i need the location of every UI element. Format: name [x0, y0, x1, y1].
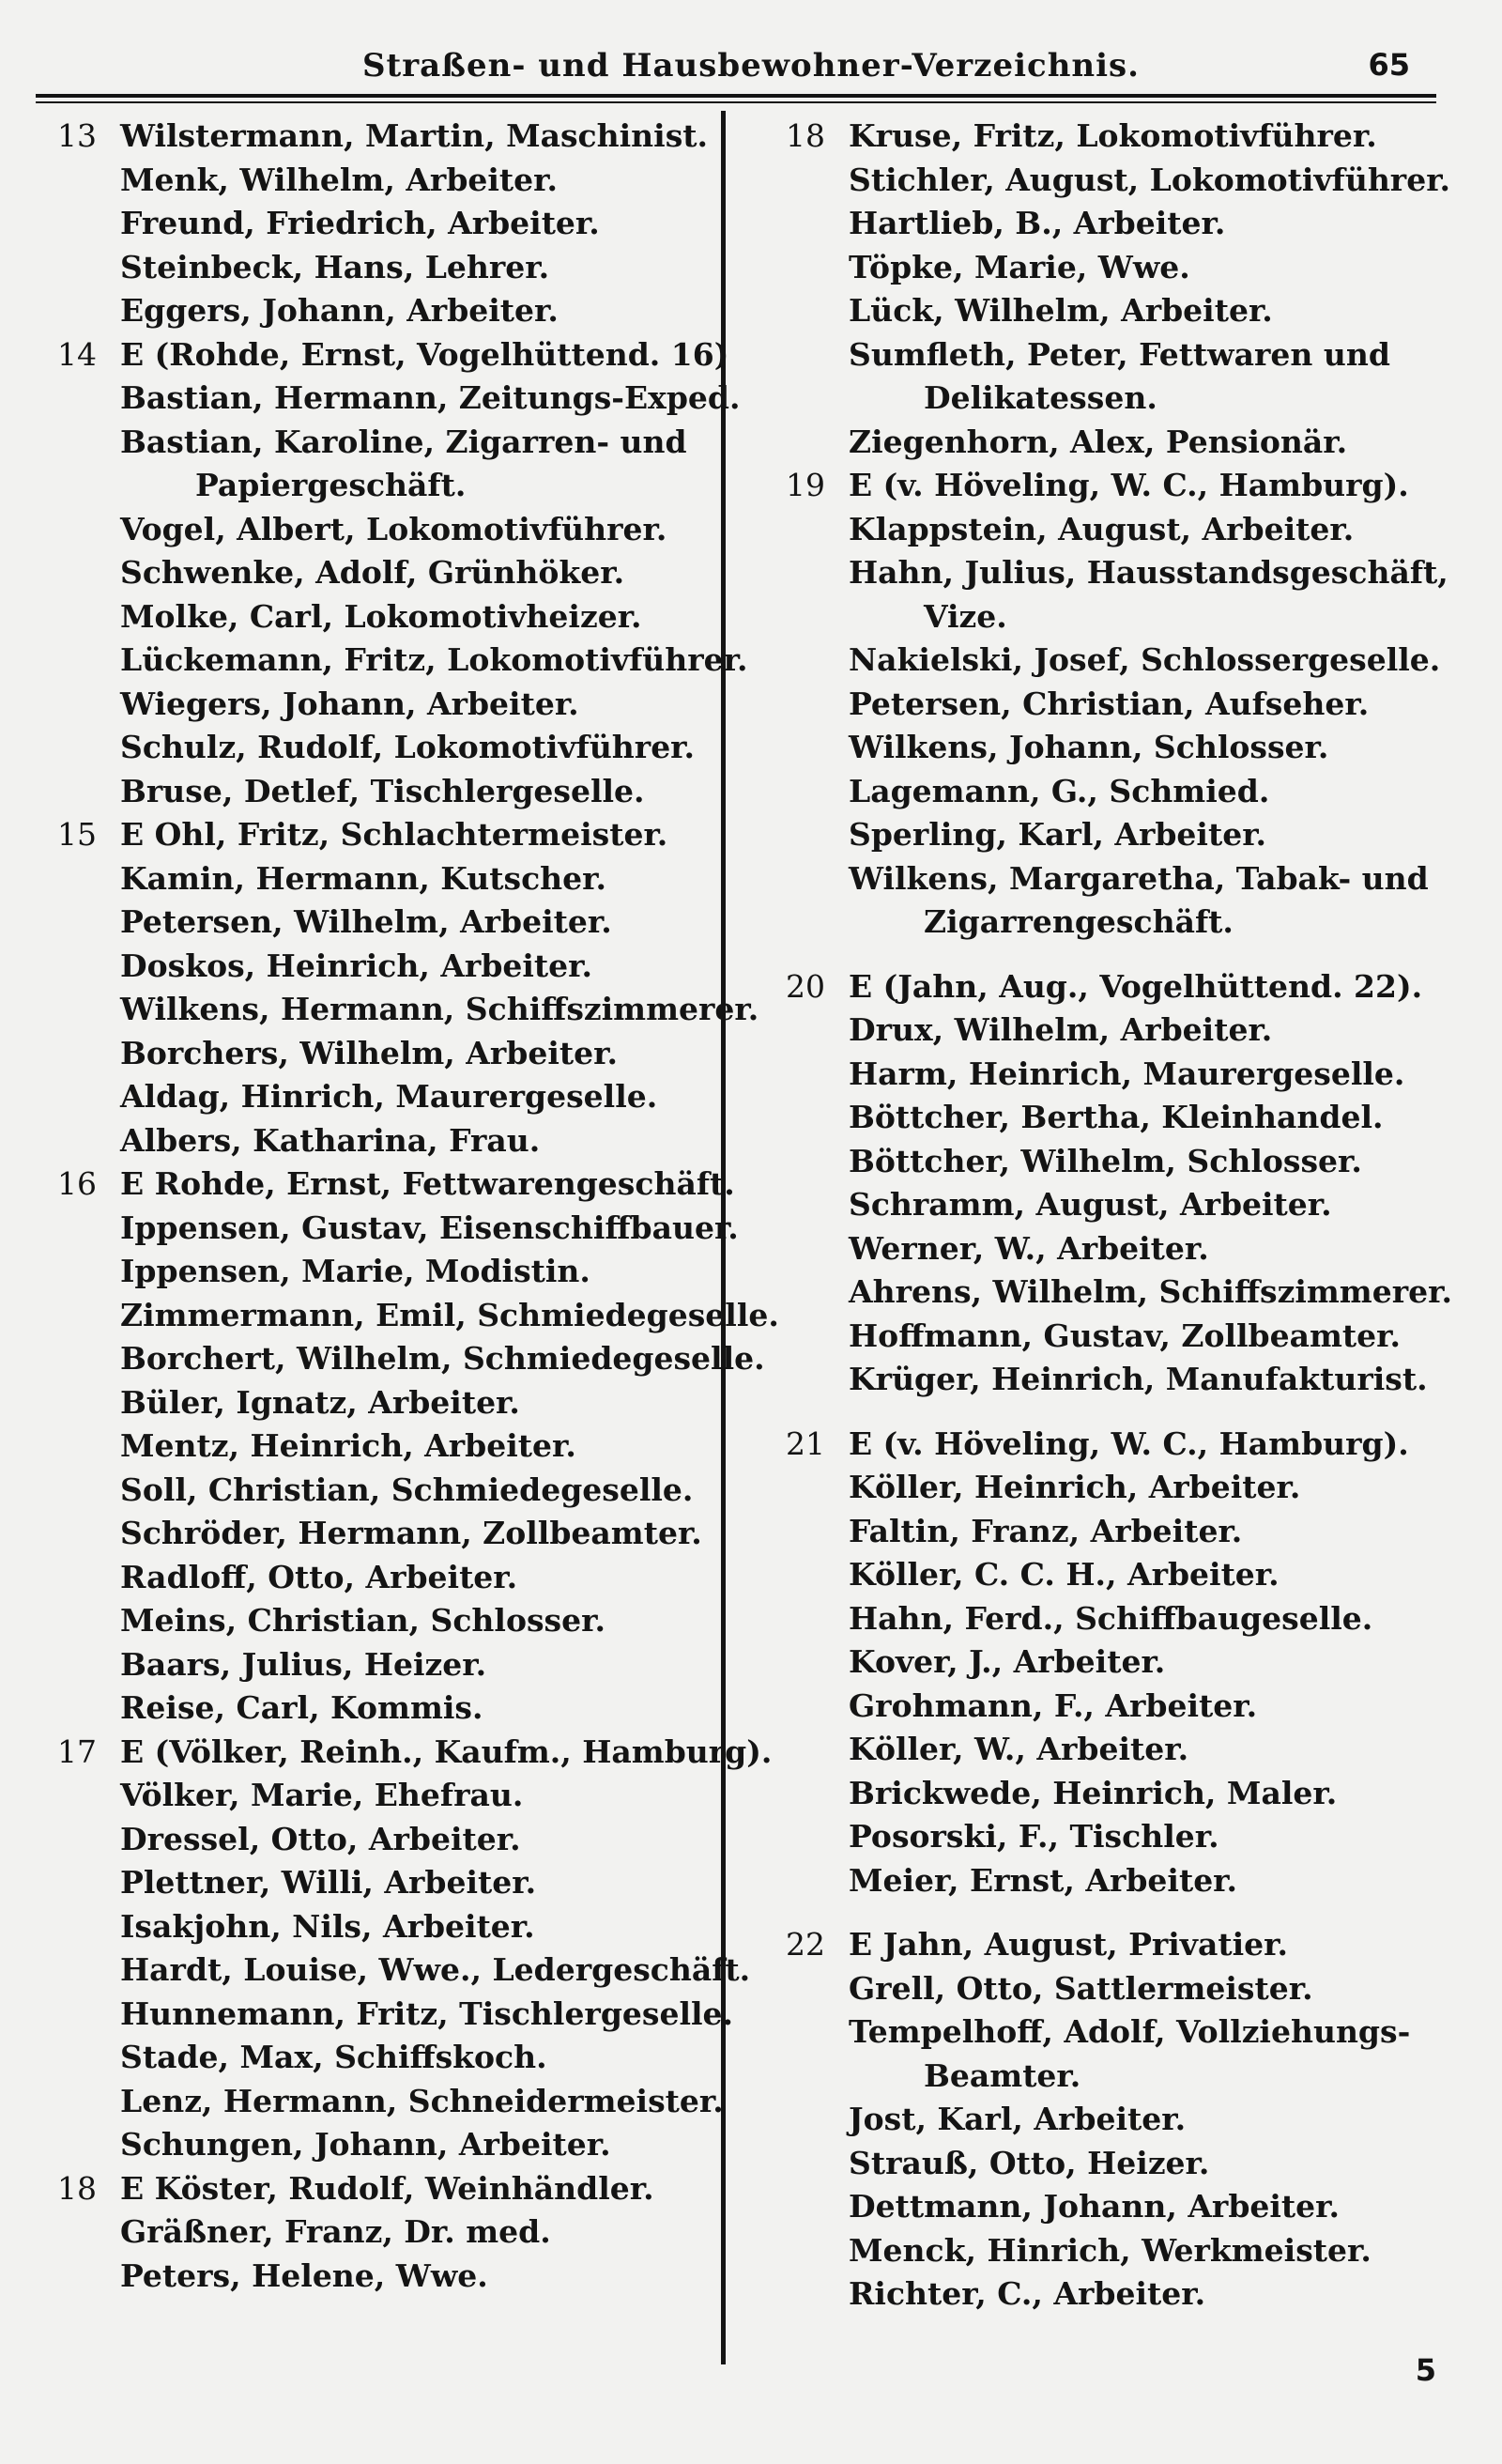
- directory-entry: [47, 1993, 734, 2037]
- directory-entry: [775, 1859, 1451, 1903]
- directory-entry: [47, 1686, 713, 1731]
- resident-text: Krüger, Heinrich, Manufakturist.: [849, 1361, 1428, 1397]
- directory-entry: [47, 508, 713, 552]
- directory-entry: [47, 1032, 713, 1076]
- resident-text: Freund, Friedrich, Arbeiter.: [120, 205, 600, 241]
- resident-text: Wilkens, Hermann, Schiffszimmerer.: [120, 991, 759, 1027]
- directory-entry: [47, 1599, 713, 1643]
- resident-text: Klappstein, August, Arbeiter.: [849, 510, 1355, 547]
- directory-entry: [775, 1183, 1451, 1227]
- resident-text: Lagemann, G., Schmied.: [849, 772, 1270, 809]
- resident-text: Papiergeschäft.: [195, 467, 467, 503]
- directory-entry: [775, 1553, 1451, 1597]
- directory-entry: [775, 1270, 1451, 1315]
- resident-text: Hahn, Julius, Hausstandsgeschäft,: [849, 554, 1448, 591]
- directory-entry: [775, 595, 1451, 639]
- directory-entry: [775, 551, 1451, 595]
- directory-entry: [775, 159, 1451, 203]
- house-number: 18: [786, 117, 825, 154]
- resident-text: Wilkens, Johann, Schlosser.: [849, 729, 1329, 765]
- resident-text: Plettner, Willi, Arbeiter.: [120, 1864, 537, 1901]
- resident-text: Baars, Julius, Heizer.: [120, 1645, 487, 1683]
- directory-entry: [775, 2229, 1451, 2273]
- resident-text: Radloff, Otto, Arbeiter.: [120, 1558, 518, 1595]
- directory-entry: [47, 1469, 713, 1513]
- directory-entry: [775, 770, 1451, 814]
- directory-entry: [47, 1818, 713, 1862]
- resident-text: Delikatessen.: [924, 379, 1157, 416]
- resident-text: Köller, W., Arbeiter.: [849, 1731, 1189, 1767]
- house-number: 16: [57, 1165, 97, 1202]
- directory-entry: [775, 1597, 1451, 1641]
- directory-entry: [47, 377, 741, 421]
- house-number: 15: [57, 816, 97, 853]
- resident-text: Tempelhoff, Adolf, Vollziehungs-: [849, 2013, 1411, 2050]
- resident-text: Kover, J., Arbeiter.: [849, 1643, 1166, 1680]
- resident-text: Ziegenhorn, Alex, Pensionär.: [849, 423, 1348, 460]
- left-column: [47, 115, 779, 2298]
- directory-entry: [775, 857, 1451, 901]
- directory-entry: [775, 639, 1451, 683]
- right-column: [775, 115, 1451, 2317]
- directory-entry: [775, 726, 1451, 770]
- resident-text: Posorski, F., Tischler.: [849, 1818, 1219, 1855]
- resident-text: Mentz, Heinrich, Arbeiter.: [120, 1427, 576, 1464]
- resident-text: Lück, Wilhelm, Arbeiter.: [849, 292, 1273, 329]
- resident-text: Meins, Christian, Schlosser.: [120, 1602, 605, 1639]
- resident-text: Ippensen, Gustav, Eisenschiffbauer.: [120, 1209, 739, 1246]
- resident-text: Nakielski, Josef, Schlossergeselle.: [849, 641, 1441, 678]
- directory-entry: [775, 1315, 1451, 1359]
- resident-text: E Jahn, August, Privatier.: [849, 1926, 1288, 1963]
- signature-mark: 5: [1415, 2352, 1436, 2388]
- house-number: 20: [786, 967, 825, 1005]
- resident-text: Werner, W., Arbeiter.: [849, 1229, 1209, 1267]
- resident-text: Bastian, Hermann, Zeitungs-Exped.: [120, 379, 741, 416]
- directory-entry: [47, 159, 713, 203]
- directory-entry: [47, 1556, 713, 1600]
- directory-entry: [47, 2036, 713, 2080]
- resident-text: Vogel, Albert, Lokomotivführer.: [120, 510, 667, 547]
- resident-text: Aldag, Hinrich, Maurergeselle.: [120, 1078, 658, 1115]
- resident-text: E (Jahn, Aug., Vogelhüttend. 22).: [849, 967, 1423, 1005]
- resident-text: Gräßner, Franz, Dr. med.: [120, 2213, 551, 2250]
- house-number: 19: [786, 467, 825, 503]
- resident-text: Bastian, Karoline, Zigarren- und: [120, 423, 687, 460]
- resident-text: E (Rohde, Ernst, Vogelhüttend. 16): [120, 335, 729, 373]
- resident-text: Lückemann, Fritz, Lokomotivführer.: [120, 641, 748, 678]
- resident-text: Steinbeck, Hans, Lehrer.: [120, 248, 550, 285]
- house-number: 22: [786, 1926, 825, 1963]
- directory-entry: [47, 115, 713, 159]
- page-number: 65: [1368, 47, 1410, 83]
- resident-text: Strauß, Otto, Heizer.: [849, 2144, 1210, 2181]
- directory-entry: [775, 2142, 1451, 2186]
- directory-entry: [775, 333, 1451, 377]
- directory-entry: [775, 1053, 1451, 1097]
- directory-entry: [775, 2272, 1451, 2317]
- directory-entry: [775, 421, 1451, 465]
- resident-text: Grell, Otto, Sattlermeister.: [849, 1969, 1313, 2007]
- directory-entry: [47, 988, 759, 1032]
- directory-entry: [775, 1009, 1451, 1053]
- resident-text: Borchers, Wilhelm, Arbeiter.: [120, 1034, 618, 1071]
- resident-text: Menck, Hinrich, Werkmeister.: [849, 2231, 1372, 2269]
- directory-entry: [47, 2167, 713, 2211]
- resident-text: Dressel, Otto, Arbeiter.: [120, 1820, 521, 1857]
- directory-entry: [47, 857, 713, 901]
- directory-entry: [47, 1163, 735, 1207]
- resident-text: Ahrens, Wilhelm, Schiffszimmerer.: [849, 1273, 1452, 1310]
- directory-entry: [47, 901, 713, 945]
- directory-entry: [775, 901, 1451, 945]
- directory-entry: [47, 1905, 713, 1949]
- resident-text: Böttcher, Bertha, Kleinhandel.: [849, 1099, 1384, 1135]
- resident-text: Harm, Heinrich, Maurergeselle.: [849, 1055, 1405, 1092]
- resident-text: Isakjohn, Nils, Arbeiter.: [120, 1907, 535, 1945]
- resident-text: E Köster, Rudolf, Weinhändler.: [120, 2169, 654, 2207]
- directory-entry: [775, 1967, 1451, 2011]
- directory-entry: [775, 813, 1451, 857]
- resident-text: E (v. Höveling, W. C., Hamburg).: [849, 467, 1409, 503]
- resident-text: Molke, Carl, Lokomotivheizer.: [120, 597, 642, 635]
- directory-entry: [47, 639, 748, 683]
- resident-text: Lenz, Hermann, Schneidermeister.: [120, 2082, 724, 2119]
- directory-entry: [47, 246, 713, 290]
- resident-text: E Rohde, Ernst, Fettwarengeschäft.: [120, 1165, 735, 1202]
- resident-text: Hunnemann, Fritz, Tischlergeselle.: [120, 1994, 734, 2032]
- directory-entry: [775, 1772, 1451, 1816]
- resident-text: Ippensen, Marie, Modistin.: [120, 1253, 590, 1289]
- resident-text: Richter, C., Arbeiter.: [849, 2275, 1206, 2312]
- directory-entry: [47, 333, 729, 377]
- resident-text: Peters, Helene, Wwe.: [120, 2256, 488, 2294]
- directory-entry: [775, 508, 1451, 552]
- resident-text: Schröder, Hermann, Zollbeamter.: [120, 1515, 702, 1551]
- resident-text: Schungen, Johann, Arbeiter.: [120, 2126, 611, 2163]
- directory-entry: [775, 115, 1451, 159]
- directory-entry: [47, 1948, 751, 1993]
- directory-entry: [775, 289, 1451, 333]
- resident-text: Jost, Karl, Arbeiter.: [849, 2101, 1187, 2137]
- directory-entry: [775, 1685, 1451, 1729]
- directory-entry: [775, 2010, 1451, 2055]
- directory-entry: [47, 2080, 724, 2124]
- directory-entry: [47, 1294, 779, 1338]
- directory-entry: [47, 1075, 713, 1119]
- resident-text: Drux, Wilhelm, Arbeiter.: [849, 1011, 1273, 1048]
- resident-text: Menk, Wilhelm, Arbeiter.: [120, 161, 559, 198]
- resident-text: Doskos, Heinrich, Arbeiter.: [120, 947, 593, 984]
- house-number: 13: [57, 117, 97, 154]
- resident-text: Köller, C. C. H., Arbeiter.: [849, 1556, 1280, 1593]
- directory-entry: [775, 683, 1451, 727]
- section-gap: [775, 1902, 1451, 1923]
- directory-entry: [775, 1140, 1451, 1184]
- resident-text: Wiegers, Johann, Arbeiter.: [120, 685, 579, 722]
- resident-text: E Ohl, Fritz, Schlachtermeister.: [120, 816, 668, 853]
- directory-entry: [775, 246, 1451, 290]
- directory-entry: [47, 1381, 713, 1425]
- resident-text: Eggers, Johann, Arbeiter.: [120, 292, 559, 329]
- directory-entry: [47, 1337, 765, 1381]
- directory-entry: [775, 2185, 1451, 2229]
- section-gap: [775, 945, 1451, 965]
- resident-text: E (v. Höveling, W. C., Hamburg).: [849, 1424, 1409, 1462]
- directory-entry: [775, 1096, 1451, 1140]
- resident-text: Zigarrengeschäft.: [924, 903, 1234, 940]
- house-number: 14: [57, 335, 97, 373]
- directory-entry: [47, 2255, 713, 2299]
- house-number: 18: [57, 2169, 97, 2207]
- running-head: [0, 47, 1502, 94]
- directory-entry: [47, 1424, 713, 1469]
- directory-entry: [47, 1731, 773, 1775]
- resident-text: Schulz, Rudolf, Lokomotivführer.: [120, 729, 696, 765]
- resident-text: Zimmermann, Emil, Schmiedegeselle.: [120, 1296, 779, 1333]
- directory-entry: [47, 2210, 713, 2255]
- header-rule-thick: [36, 94, 1436, 98]
- resident-text: Sumfleth, Peter, Fettwaren und: [849, 335, 1390, 373]
- resident-text: Petersen, Wilhelm, Arbeiter.: [120, 903, 612, 940]
- resident-text: Beamter.: [924, 2056, 1081, 2094]
- directory-entry: [775, 2055, 1451, 2099]
- page-title: Straßen- und Hausbewohner-Verzeichnis.: [361, 47, 1141, 85]
- resident-text: Borchert, Wilhelm, Schmiedegeselle.: [120, 1340, 765, 1377]
- directory-entry: [775, 377, 1451, 421]
- resident-text: Hardt, Louise, Wwe., Ledergeschäft.: [120, 1951, 751, 1988]
- house-number: 17: [57, 1732, 97, 1770]
- directory-entry: [775, 1923, 1451, 1967]
- directory-entry: [47, 1512, 713, 1556]
- directory-entry: [47, 1119, 713, 1163]
- directory-entry: [775, 1358, 1451, 1402]
- directory-entry: [775, 1227, 1451, 1271]
- resident-text: Brickwede, Heinrich, Maler.: [849, 1774, 1338, 1811]
- resident-text: Sperling, Karl, Arbeiter.: [849, 816, 1267, 853]
- resident-text: Meier, Ernst, Arbeiter.: [849, 1861, 1238, 1899]
- resident-text: Hartlieb, B., Arbeiter.: [849, 205, 1226, 241]
- directory-entry: [47, 1861, 713, 1905]
- header-rule-thin: [36, 101, 1436, 103]
- resident-text: Töpke, Marie, Wwe.: [849, 248, 1190, 285]
- directory-entry: [775, 2098, 1451, 2142]
- directory-entry: [47, 813, 713, 857]
- resident-text: Reise, Carl, Kommis.: [120, 1689, 483, 1726]
- resident-text: Kruse, Fritz, Lokomotivführer.: [849, 117, 1377, 154]
- directory-entry: [775, 1466, 1451, 1510]
- resident-text: Hahn, Ferd., Schiffbaugeselle.: [849, 1599, 1373, 1637]
- directory-entry: [47, 289, 713, 333]
- resident-text: Stade, Max, Schiffskoch.: [120, 2039, 547, 2075]
- section-gap: [775, 1402, 1451, 1423]
- directory-entry: [47, 421, 713, 465]
- resident-text: Soll, Christian, Schmiedegeselle.: [120, 1471, 694, 1508]
- directory-entry: [47, 1774, 713, 1818]
- directory-entry: [775, 1423, 1451, 1467]
- resident-text: Stichler, August, Lokomotivführer.: [849, 161, 1451, 198]
- resident-text: Köller, Heinrich, Arbeiter.: [849, 1469, 1301, 1505]
- directory-entry: [47, 726, 713, 770]
- directory-entry: [47, 1250, 713, 1294]
- directory-entry: [775, 1510, 1451, 1554]
- resident-text: Kamin, Hermann, Kutscher.: [120, 859, 607, 897]
- directory-entry: [47, 945, 713, 989]
- directory-entry: [775, 1815, 1451, 1859]
- directory-entry: [775, 965, 1451, 1009]
- resident-text: Hoffmann, Gustav, Zollbeamter.: [849, 1317, 1402, 1354]
- resident-text: Vize.: [924, 597, 1007, 635]
- directory-entry: [775, 1640, 1451, 1685]
- resident-text: Büler, Ignatz, Arbeiter.: [120, 1383, 520, 1421]
- resident-text: E (Völker, Reinh., Kaufm., Hamburg).: [120, 1732, 773, 1770]
- house-number: 21: [786, 1424, 825, 1462]
- directory-entry: [47, 202, 713, 246]
- resident-text: Wilkens, Margaretha, Tabak- und: [849, 859, 1429, 897]
- resident-text: Völker, Marie, Ehefrau.: [120, 1777, 524, 1813]
- resident-text: Grohmann, F., Arbeiter.: [849, 1686, 1258, 1724]
- directory-entry: [47, 464, 713, 508]
- resident-text: Böttcher, Wilhelm, Schlosser.: [849, 1142, 1362, 1179]
- directory-entry: [47, 683, 713, 727]
- resident-text: Faltin, Franz, Arbeiter.: [849, 1512, 1243, 1549]
- directory-entry: [47, 2123, 713, 2167]
- directory-entry: [47, 551, 713, 595]
- directory-entry: [775, 464, 1451, 508]
- resident-text: Petersen, Christian, Aufseher.: [849, 685, 1370, 722]
- resident-text: Schwenke, Adolf, Grünhöker.: [120, 554, 625, 591]
- resident-text: Wilstermann, Martin, Maschinist.: [120, 117, 709, 154]
- directory-entry: [47, 1643, 713, 1687]
- directory-entry: [47, 1207, 739, 1251]
- resident-text: Dettmann, Johann, Arbeiter.: [849, 2188, 1341, 2225]
- resident-text: Schramm, August, Arbeiter.: [849, 1186, 1332, 1223]
- resident-text: Albers, Katharina, Frau.: [120, 1121, 541, 1159]
- directory-entry: [775, 1728, 1451, 1772]
- directory-entry: [775, 202, 1451, 246]
- directory-entry: [47, 595, 713, 639]
- resident-text: Bruse, Detlef, Tischlergeselle.: [120, 772, 645, 809]
- directory-entry: [47, 770, 713, 814]
